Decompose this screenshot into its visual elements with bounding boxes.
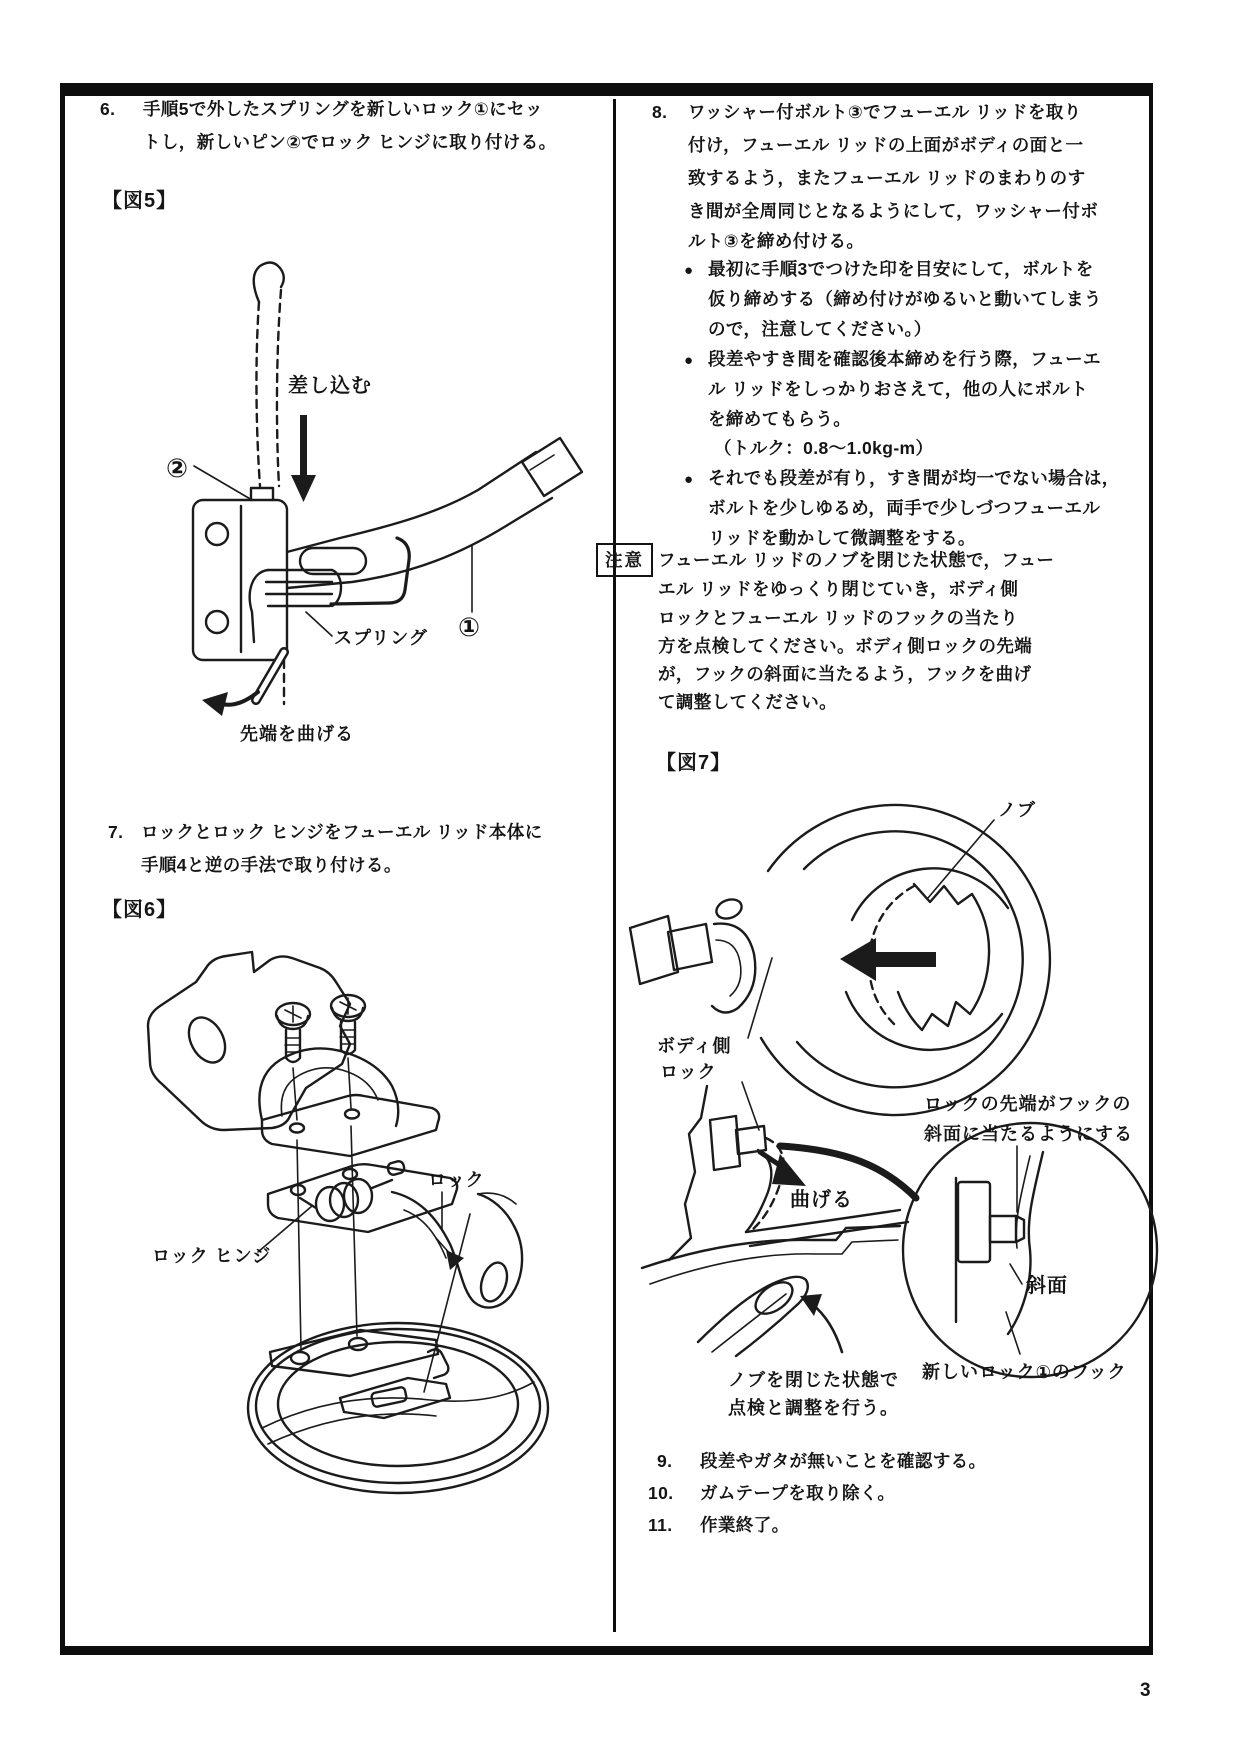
caution-line4: 方を点検してください。ボディ側ロックの先端 xyxy=(658,636,1033,656)
fig7-label-body-lock-1: ボディ側 xyxy=(657,1036,732,1056)
fig7-label-knob: ノブ xyxy=(998,800,1036,820)
step10-number: 10. xyxy=(648,1483,674,1503)
step7-line2: 手順4と逆の手法で取り付ける。 xyxy=(141,855,402,875)
caution-label: 注意 xyxy=(596,543,653,577)
step9-number: 9. xyxy=(657,1451,673,1471)
caution-line1: フューエル リッドのノブを閉じた状態で，フュー xyxy=(658,550,1055,570)
step6-line1: 手順5で外したスプリングを新しいロック①にセッ xyxy=(143,99,543,119)
bullet3-line1: それでも段差が有り，すき間が均一でない場合は， xyxy=(708,468,1120,488)
fig5-caption: 【図5】 xyxy=(102,190,178,212)
fig5-label-bend-tip: 先端を曲げる xyxy=(240,724,354,744)
bullet1-marker: ● xyxy=(684,262,694,279)
step8-line1: ワッシャー付ボルト③でフューエル リッドを取り xyxy=(688,102,1082,122)
fig7-label-check-1: ノブを閉じた状態で xyxy=(728,1370,899,1390)
step8-number: 8. xyxy=(652,102,668,122)
fig7-label-note-1: ロックの先端がフックの xyxy=(924,1094,1132,1114)
bullet2-line3: を締めてもらう。 xyxy=(708,409,852,429)
figure6-exploded-diagram xyxy=(100,935,570,1615)
step7-line1: ロックとロック ヒンジをフューエル リッド本体に xyxy=(141,822,543,842)
fig6-label-lock-hinge: ロック ヒンジ xyxy=(152,1246,272,1266)
figure7-adjustment-diagram xyxy=(598,775,1160,1423)
step8-line4: き間が全周同じとなるようにして，ワッシャー付ボ xyxy=(688,201,1099,221)
step6-line2: トし，新しいピン②でロック ヒンジに取り付ける。 xyxy=(143,132,557,152)
step11-text: 作業終了。 xyxy=(700,1515,790,1535)
fig7-label-note-2: 斜面に当たるようにする xyxy=(924,1124,1133,1144)
fig5-label-insert: 差し込む xyxy=(288,375,372,397)
fig5-label-lock-number: ① xyxy=(458,612,482,642)
fig7-label-check-2: 点検と調整を行う。 xyxy=(728,1398,899,1418)
step8-line5: ルト③を締め付ける。 xyxy=(688,231,865,251)
step8-line2: 付け，フューエル リッドの上面がボディの面と一 xyxy=(688,135,1084,155)
fig6-label-lock: ロック xyxy=(428,1170,485,1190)
bullet3-line2: ボルトを少しゆるめ，両手で少しづつフューエル xyxy=(708,498,1101,518)
fig7-label-bend: 曲げる xyxy=(790,1189,853,1211)
caution-line2: エル リッドをゆっくり閉じていき，ボディ側 xyxy=(658,579,1019,599)
bullet1-line3: ので，注意してください。） xyxy=(708,319,932,339)
bullet3-line3: リッドを動かして微調整をする。 xyxy=(708,528,976,548)
fig7-caption: 【図7】 xyxy=(656,752,732,774)
step11-number: 11. xyxy=(648,1515,673,1535)
fig5-label-pin-number: ② xyxy=(166,453,190,483)
page-number: 3 xyxy=(1140,1680,1151,1701)
fig7-label-slope: 斜面 xyxy=(1026,1275,1068,1297)
figure5-lock-pin-diagram xyxy=(100,230,560,760)
fig7-label-new-hook: 新しいロック①のフック xyxy=(922,1362,1127,1382)
fig5-label-spring: スプリング xyxy=(334,628,428,648)
step7-number: 7. xyxy=(108,822,124,842)
step9-text: 段差やガタが無いことを確認する。 xyxy=(700,1451,987,1471)
fig6-caption: 【図6】 xyxy=(102,899,178,921)
bullet2-line2: ル リッドをしっかりおさえて，他の人にボルト xyxy=(708,379,1089,399)
bullet3-marker: ● xyxy=(684,471,694,488)
bullet2-marker: ● xyxy=(684,352,694,369)
caution-line5: が，フックの斜面に当たるよう，フックを曲げ xyxy=(658,664,1032,684)
caution-line3: ロックとフューエル リッドのフックの当たり xyxy=(658,608,1019,628)
bullet2-line1: 段差やすき間を確認後本締めを行う際，フューエ xyxy=(708,349,1101,369)
torque-note: （トルク：0.8〜1.0kg-m） xyxy=(714,438,934,458)
fig7-label-body-lock-2: ロック xyxy=(660,1062,717,1082)
step6-number: 6. xyxy=(100,99,116,119)
bullet1-line1: 最初に手順3でつけた印を目安にして，ボルトを xyxy=(708,259,1094,279)
fig6-drawing xyxy=(148,952,548,1493)
step10-text: ガムテープを取り除く。 xyxy=(700,1483,896,1503)
bullet1-line2: 仮り締めする（締め付けがゆるいと動いてしまう xyxy=(708,289,1102,309)
step8-line3: 致するよう，またフューエル リッドのまわりのす xyxy=(688,168,1086,188)
caution-line6: て調整してください。 xyxy=(658,692,837,712)
fig7-drawing xyxy=(630,805,1157,1377)
